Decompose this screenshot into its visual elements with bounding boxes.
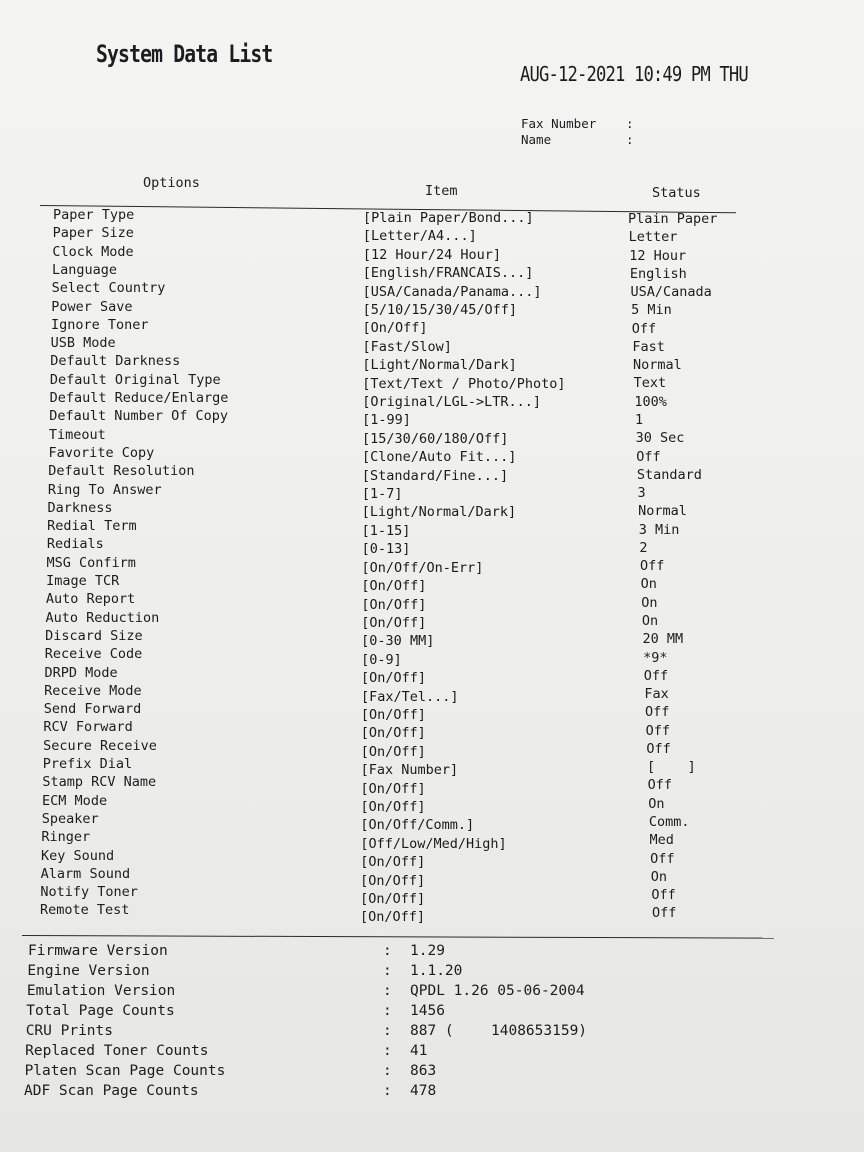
- option-row: [0, 847, 864, 871]
- option-name: DRPD Mode: [44, 664, 118, 681]
- version-row: [0, 981, 864, 1001]
- option-status-value: Med: [649, 832, 674, 849]
- option-status-value: Off: [643, 667, 669, 684]
- option-row: [0, 407, 864, 429]
- option-row: [0, 901, 864, 926]
- option-item-range: [On/Off]: [360, 890, 426, 907]
- option-item-range: [Letter/A4...]: [362, 228, 477, 245]
- option-name: Remote Test: [40, 902, 130, 919]
- option-status-value: *9*: [643, 649, 668, 666]
- option-name: Ring To Answer: [47, 481, 162, 498]
- option-item-range: [1-7]: [361, 486, 403, 503]
- option-name: Discard Size: [45, 627, 143, 644]
- option-row: [0, 499, 864, 521]
- name-colon: :: [626, 132, 634, 147]
- version-value: 478: [410, 1083, 437, 1099]
- option-item-range: [On/Off]: [361, 578, 427, 595]
- option-name: RCV Forward: [43, 719, 133, 736]
- version-row: [0, 961, 864, 981]
- option-row: [0, 755, 864, 779]
- option-name: Default Original Type: [49, 371, 221, 388]
- option-row: [0, 792, 864, 815]
- option-name: Redial Term: [47, 518, 137, 535]
- option-name: Auto Report: [45, 591, 136, 608]
- option-name: Darkness: [47, 499, 113, 516]
- option-item-range: [On/Off]: [362, 320, 428, 337]
- option-item-range: [On/Off]: [360, 872, 426, 889]
- option-name: Alarm Sound: [40, 865, 131, 882]
- version-row: [0, 941, 864, 961]
- option-item-range: [0-30 MM]: [361, 633, 435, 650]
- option-row: [0, 865, 864, 889]
- version-label: ADF Scan Page Counts: [24, 1083, 199, 1099]
- version-label: Platen Scan Page Counts: [24, 1063, 226, 1079]
- option-row: [0, 554, 864, 576]
- option-row: [0, 664, 864, 687]
- option-row: [0, 279, 864, 301]
- option-status-value: Off: [650, 850, 675, 867]
- option-name: Stamp RCV Name: [42, 774, 157, 791]
- option-item-range: [On/Off/Comm.]: [360, 817, 475, 834]
- option-status-value: Fax: [644, 686, 669, 703]
- option-status-value: Off: [631, 320, 657, 337]
- option-name: Favorite Copy: [48, 444, 155, 461]
- option-status-value: Plain Paper: [628, 211, 718, 227]
- option-row: [0, 426, 864, 447]
- option-status-value: Normal: [633, 357, 682, 374]
- report-title: System Data List: [96, 40, 273, 68]
- option-item-range: [On/Off]: [360, 798, 426, 815]
- option-item-range: [Fax/Tel...]: [360, 688, 459, 705]
- version-colon: :: [383, 1063, 392, 1079]
- column-header-item: Item: [425, 183, 458, 199]
- option-row: [0, 243, 864, 264]
- option-item-range: [On/Off]: [360, 743, 426, 760]
- option-name: USB Mode: [50, 335, 116, 352]
- option-status-value: USA/Canada: [630, 284, 712, 301]
- option-status-value: Off: [640, 558, 665, 575]
- option-name: Default Number Of Copy: [49, 408, 229, 425]
- option-row: [0, 462, 864, 484]
- version-label: Engine Version: [27, 963, 150, 979]
- option-name: Redials: [46, 536, 104, 553]
- version-colon: :: [383, 943, 392, 959]
- option-row: [0, 700, 864, 723]
- option-name: Default Darkness: [50, 353, 181, 370]
- option-status-value: Off: [645, 722, 671, 739]
- option-status-value: 1: [634, 412, 644, 428]
- option-item-range: [On/Off]: [360, 854, 426, 871]
- option-row: [0, 444, 864, 466]
- option-status-value: 100%: [634, 393, 667, 410]
- option-status-value: Standard: [636, 466, 702, 483]
- option-status-value: 3 Min: [638, 521, 680, 538]
- version-value: 1.1.20: [410, 963, 463, 979]
- option-item-range: [USA/Canada/Panama...]: [362, 283, 542, 300]
- option-name: Default Reduce/Enlarge: [49, 390, 229, 406]
- option-item-range: [Clone/Auto Fit...]: [361, 449, 517, 466]
- option-item-range: [Plain Paper/Bond...]: [363, 210, 534, 226]
- option-status-value: Off: [651, 887, 676, 904]
- option-name: Image TCR: [46, 573, 120, 589]
- version-row: [0, 1041, 864, 1061]
- option-item-range: [Light/Normal/Dark]: [361, 504, 517, 521]
- option-item-range: [On/Off]: [360, 780, 426, 797]
- version-label: Total Page Counts: [26, 1003, 175, 1019]
- option-name: Select Country: [51, 280, 166, 297]
- option-name: Auto Reduction: [45, 609, 160, 626]
- option-item-range: [On/Off]: [361, 670, 427, 687]
- option-name: Prefix Dial: [42, 756, 133, 772]
- cru-serial-value: 1408653159): [491, 1023, 588, 1039]
- option-item-range: [Light/Normal/Dark]: [362, 357, 517, 374]
- option-name: Default Resolution: [48, 463, 195, 480]
- option-row: [0, 206, 864, 227]
- option-row: [0, 535, 864, 558]
- option-status-value: 12 Hour: [629, 247, 687, 264]
- option-name: Ignore Toner: [50, 316, 149, 333]
- version-value: QPDL 1.26 05-06-2004: [410, 983, 585, 999]
- option-row: [0, 371, 864, 392]
- version-row: [0, 1021, 864, 1041]
- option-status-value: Off: [647, 777, 672, 794]
- option-row: [0, 645, 864, 668]
- option-row: [0, 737, 864, 760]
- option-item-range: [5/10/15/30/45/Off]: [362, 302, 518, 319]
- option-name: Speaker: [41, 810, 99, 827]
- option-status-value: Normal: [638, 503, 687, 520]
- option-item-range: [On/Off]: [360, 725, 426, 742]
- option-name: Receive Mode: [44, 682, 142, 699]
- option-item-range: [Fax Number]: [360, 762, 459, 779]
- option-status-value: Text: [633, 375, 667, 392]
- version-value: 1.29: [410, 943, 445, 959]
- option-item-range: [Text/Text / Photo/Photo]: [362, 375, 566, 392]
- version-value: 887 (: [410, 1023, 454, 1039]
- option-item-range: [1-15]: [361, 522, 411, 539]
- option-row: [0, 627, 864, 650]
- section-divider-line: [22, 935, 774, 939]
- report-datetime: AUG-12-2021 10:49 PM THU: [520, 62, 748, 86]
- option-name: Timeout: [48, 426, 106, 443]
- option-name: MSG Confirm: [46, 554, 136, 571]
- option-item-range: [English/FRANCAIS...]: [362, 265, 534, 282]
- option-name: Clock Mode: [52, 243, 134, 260]
- option-item-range: [12 Hour/24 Hour]: [362, 246, 501, 263]
- option-item-range: [On/Off]: [360, 706, 426, 723]
- option-name: Paper Size: [52, 225, 134, 242]
- option-row: [0, 316, 864, 337]
- option-status-value: 5 Min: [631, 302, 672, 319]
- option-status-value: On: [640, 576, 657, 593]
- option-name: Notify Toner: [40, 884, 138, 901]
- option-status-value: On: [648, 795, 665, 812]
- option-status-value: 30 Sec: [635, 430, 685, 447]
- version-colon: :: [383, 1043, 392, 1059]
- name-label: Name: [521, 132, 552, 147]
- version-colon: :: [383, 1083, 392, 1099]
- version-label: Replaced Toner Counts: [25, 1043, 209, 1059]
- option-status-value: Off: [652, 905, 677, 922]
- option-row: [0, 352, 864, 374]
- option-item-range: [On/Off]: [361, 596, 427, 613]
- fax-number-label: Fax Number: [521, 116, 597, 131]
- version-colon: :: [383, 1023, 392, 1039]
- option-name: Send Forward: [43, 701, 142, 718]
- option-item-range: [Standard/Fine...]: [361, 467, 509, 484]
- column-header-status: Status: [652, 185, 701, 201]
- version-value: 41: [410, 1043, 428, 1059]
- option-name: Language: [51, 261, 117, 278]
- version-label: Emulation Version: [26, 983, 176, 999]
- option-item-range: [Off/Low/Med/High]: [360, 835, 507, 852]
- version-row: [0, 1061, 864, 1081]
- option-status-value: 2: [639, 539, 648, 556]
- option-status-value: 20 MM: [642, 631, 684, 648]
- option-status-value: On: [650, 868, 667, 885]
- option-item-range: [Fast/Slow]: [362, 338, 452, 355]
- option-item-range: [15/30/60/180/Off]: [362, 430, 509, 447]
- option-status-value: English: [629, 265, 687, 282]
- version-label: Firmware Version: [28, 943, 168, 959]
- option-item-range: [On/Off/On-Err]: [361, 559, 484, 576]
- option-name: Ringer: [41, 829, 91, 846]
- version-colon: :: [383, 983, 392, 999]
- option-name: Key Sound: [41, 847, 115, 864]
- option-item-range: [Original/LGL->LTR...]: [362, 394, 542, 411]
- option-row: [0, 773, 864, 797]
- option-row: [0, 609, 864, 631]
- column-header-options: Options: [143, 175, 200, 191]
- version-colon: :: [383, 1003, 392, 1019]
- version-label: CRU Prints: [25, 1023, 114, 1039]
- version-value: 1456: [410, 1003, 445, 1019]
- option-row: [0, 883, 864, 907]
- option-row: [0, 389, 864, 411]
- fax-number-colon: :: [626, 116, 634, 131]
- option-row: [0, 334, 864, 355]
- option-status-value: Off: [645, 704, 670, 721]
- option-row: [0, 481, 864, 503]
- option-status-value: Fast: [632, 338, 665, 355]
- option-status-value: On: [641, 613, 659, 629]
- version-row: [0, 1081, 864, 1101]
- option-status-value: Off: [646, 740, 671, 757]
- option-status-value: [ ]: [646, 759, 696, 776]
- option-row: [0, 718, 864, 742]
- option-row: [0, 298, 864, 319]
- option-name: Power Save: [51, 298, 133, 315]
- version-row: [0, 1001, 864, 1021]
- option-status-value: Comm.: [648, 814, 690, 831]
- option-row: [0, 682, 864, 705]
- option-item-range: [On/Off]: [361, 614, 427, 631]
- option-name: Paper Type: [53, 207, 135, 223]
- option-row: [0, 517, 864, 539]
- option-name: Secure Receive: [43, 737, 157, 754]
- option-row: [0, 572, 864, 595]
- option-item-range: [0-13]: [361, 541, 411, 558]
- option-item-range: [0-9]: [361, 651, 402, 668]
- option-row: [0, 224, 864, 246]
- option-name: ECM Mode: [42, 792, 108, 809]
- option-row: [0, 590, 864, 613]
- option-row: [0, 810, 864, 834]
- version-value: 863: [410, 1063, 437, 1079]
- option-status-value: Letter: [628, 229, 678, 246]
- option-row: [0, 261, 864, 282]
- option-status-value: Off: [636, 448, 661, 465]
- option-item-range: [On/Off]: [360, 909, 426, 926]
- option-item-range: [1-99]: [362, 412, 411, 429]
- version-colon: :: [383, 963, 392, 979]
- option-status-value: On: [641, 594, 658, 611]
- option-row: [0, 828, 864, 852]
- option-status-value: 3: [637, 485, 646, 502]
- option-name: Receive Code: [44, 646, 143, 663]
